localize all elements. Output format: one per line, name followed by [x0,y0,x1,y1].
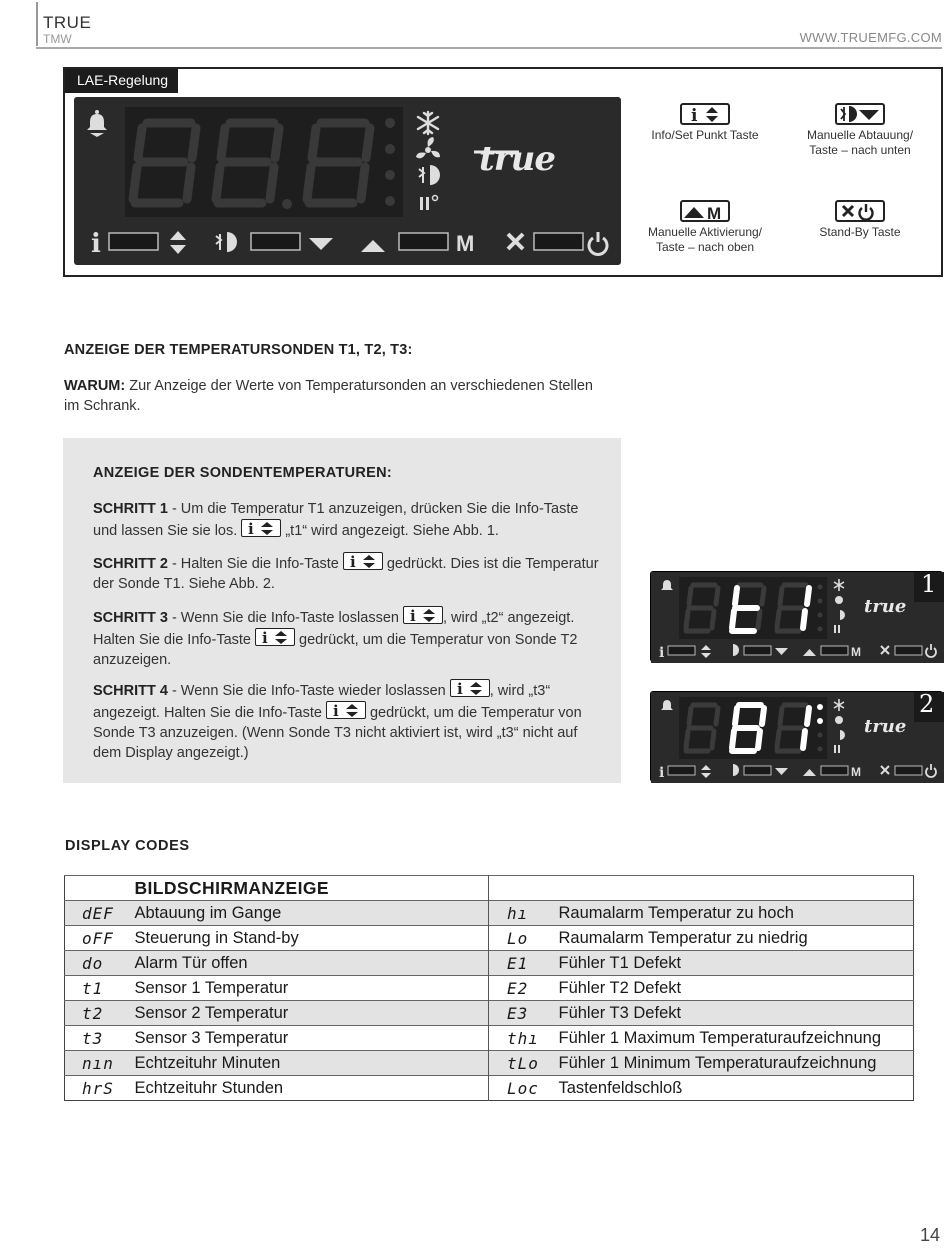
degree-icon [420,196,438,211]
step-1-text-b: „t1“ wird angezeigt. Siehe Abb. 1. [281,523,499,539]
svg-text:true: true [864,596,907,617]
key-defrost-label-1: Manuelle Abtauung/ [806,128,914,142]
code-right: Lo [489,926,559,951]
step-4-text-b: , wird „t3“ angezeigt. Halten Sie die Info-Taste [93,683,551,721]
desc-left: Steuerung in Stand-by [135,926,489,951]
info-key-icon [255,628,295,646]
svg-text:true: true [864,716,907,737]
updown-icon [170,231,186,254]
defrost-key-slot [251,233,300,250]
info-key-icon [241,519,281,537]
desc-left: Sensor 3 Temperatur [135,1026,489,1051]
alarm-bell-icon [87,110,107,137]
step-4-text-c: gedrückt, um die Temperatur von Sonde T3 anzuzeigen. (Wenn Sonde T3 nicht aktiviert ist, wird „t3“ nicht auf dem Display angezeigt.) [93,705,582,761]
code-right: E2 [489,976,559,1001]
key-standby-legend [795,200,925,240]
desc-right: Fühler T2 Defekt [559,976,914,1001]
step-2 [93,552,603,594]
figure-1-controller [650,571,943,662]
key-info-label: Info/Set Punkt Taste [651,128,759,142]
desc-left: Sensor 1 Temperatur [135,976,489,1001]
step-3-text-a: - Wenn Sie die Info-Taste loslassen [167,610,403,626]
display-codes-heading: DISPLAY CODES [65,838,190,854]
svg-text:i: i [332,702,339,718]
info-key-slot [109,233,158,250]
svg-text:M: M [851,645,861,659]
svg-text:i: i [456,680,463,696]
step-3-label: SCHRITT 3 [93,610,168,626]
code-left: hrS [65,1076,135,1101]
step-3-text-b: , wird „t2“ angezeigt. Halten Sie die Info-Taste [93,610,575,648]
figure-1-number: 1 [921,570,937,598]
table-row [65,1026,914,1051]
svg-text:i: i [248,520,255,536]
code-right: thı [489,1026,559,1051]
code-left: t1 [65,976,135,1001]
lae-tag: LAE-Regelung [65,69,178,93]
table-row [65,926,914,951]
snowflake-icon [418,112,438,134]
lae-controller-panel [63,67,943,277]
figure-2-number: 2 [919,690,935,718]
desc-right: Raumalarm Temperatur zu niedrig [559,926,914,951]
display-codes-table [64,875,914,1101]
controller-faceplate [74,97,621,265]
desc-left: Sensor 2 Temperatur [135,1001,489,1026]
key-manual-label-1: Manuelle Aktivierung/ [647,225,763,239]
code-left: t3 [65,1026,135,1051]
table-row [65,1076,914,1101]
power-icon [589,232,607,254]
brand-name: TRUE [43,13,92,32]
svg-text:M: M [707,204,722,220]
desc-right: Fühler 1 Maximum Temperaturaufzeichnung [559,1026,914,1051]
code-left: t2 [65,1001,135,1026]
figure-2-controller [650,691,943,782]
table-header: BILDSCHIRMANZEIGE [135,876,489,901]
step-1-text-a: - Um die Temperatur T1 anzuzeigen, drücken Sie die Info-Taste und lassen Sie sie los. [93,501,579,539]
step-4-label: SCHRITT 4 [93,683,168,699]
svg-text:M: M [851,765,861,779]
table-row [65,1051,914,1076]
code-right: hı [489,901,559,926]
defrost-key-icon [216,232,237,252]
desc-left: Alarm Tür offen [135,951,489,976]
desc-left: Abtauung im Gange [135,901,489,926]
desc-right: Tastenfeldschloß [559,1076,914,1101]
info-key-icon [450,679,490,697]
key-defrost-label-2: Taste – nach unten [809,143,911,157]
manual-key-slot [399,233,448,250]
desc-right: Raumalarm Temperatur zu hoch [559,901,914,926]
code-left: oFF [65,926,135,951]
sub-brand: TMW [43,32,72,46]
info-set-key-icon [680,103,730,125]
standby-key-slot [534,233,583,250]
probe-box-title: ANZEIGE DER SONDENTEMPERATUREN: [93,465,393,481]
table-header-row [65,876,914,901]
table-row [65,951,914,976]
key-standby-label: Stand-By Taste [819,225,901,239]
x-power-key-icon [835,200,885,222]
step-2-text-b: gedrückt. Dies ist die Temperatur der Sonde T1. Siehe Abb. 2. [93,556,599,592]
desc-right: Fühler T3 Defekt [559,1001,914,1026]
info-key-icon [403,606,443,624]
key-defrost-legend [795,103,925,158]
m-glyph: M [456,231,475,256]
step-3 [93,606,603,670]
header-brand [36,2,91,46]
probe-instructions-box [63,438,621,783]
code-right: E1 [489,951,559,976]
x-icon [508,234,523,249]
step-4 [93,679,603,763]
key-manual-legend [640,200,770,255]
table-row [65,1001,914,1026]
defrost-down-key-icon [835,103,885,125]
svg-text:i: i [659,765,665,781]
code-right: E3 [489,1001,559,1026]
step-2-label: SCHRITT 2 [93,556,168,572]
desc-right: Fühler 1 Minimum Temperaturaufzeichnung [559,1051,914,1076]
key-manual-label-2: Taste – nach oben [655,240,755,254]
warum-paragraph [64,376,604,416]
desc-left: Echtzeituhr Minuten [135,1051,489,1076]
code-left: do [65,951,135,976]
step-3-text-c: gedrückt, um die Temperatur von Sonde T2 anzuzeigen. [93,632,578,668]
svg-text:i: i [349,553,356,569]
svg-text:i: i [262,629,268,645]
info-key-icon [326,701,366,719]
svg-text:i: i [659,645,665,661]
warum-label: WARUM: [64,378,126,394]
code-right: tLo [489,1051,559,1076]
step-2-text-a: - Halten Sie die Info-Taste [167,556,343,572]
code-right: Loc [489,1076,559,1101]
info-key-icon [343,552,383,570]
table-row [65,976,914,1001]
warum-text: Zur Anzeige der Werte von Temperatursonden an verschiedenen Stellen im Schrank. [64,378,593,414]
section-heading: ANZEIGE DER TEMPERATURSONDEN T1, T2, T3: [64,342,413,358]
svg-text:i: i [410,607,416,623]
step-1-label: SCHRITT 1 [93,501,168,517]
header-url[interactable]: WWW.TRUEMFG.COM [799,30,942,45]
desc-left: Echtzeituhr Stunden [135,1076,489,1101]
step-4-text-a: - Wenn Sie die Info-Taste wieder loslassen [167,683,450,699]
fan-icon [416,137,440,158]
up-m-key-icon [680,200,730,222]
step-1 [93,499,603,541]
true-logo: true [479,139,555,179]
table-row [65,901,914,926]
up-arrow-icon [361,240,385,252]
desc-right: Fühler T1 Defekt [559,951,914,976]
svg-text:i: i [691,106,698,123]
down-arrow-icon [309,238,333,250]
code-left: dEF [65,901,135,926]
page-number: 14 [919,1225,940,1245]
key-info-legend [640,103,770,143]
header-divider [36,47,942,49]
code-left: nın [65,1051,135,1076]
info-i-glyph: i [91,229,101,259]
defrost-icon [419,165,440,185]
